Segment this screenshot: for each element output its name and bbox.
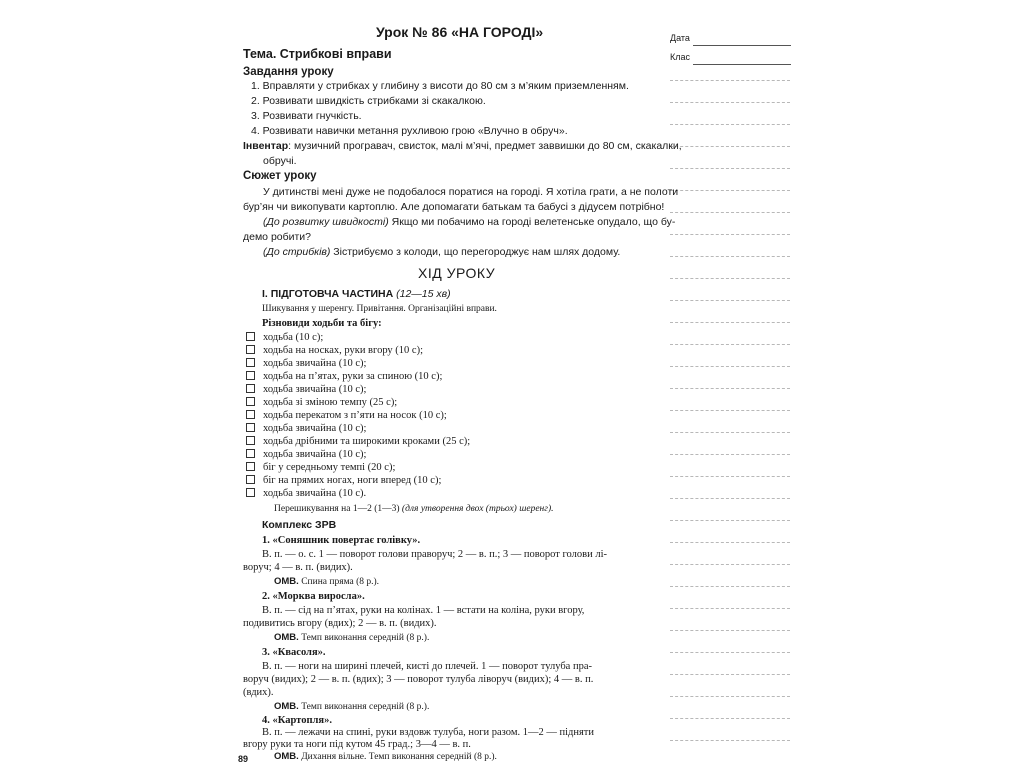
lesson-topic: Тема. Стрибкові вправи: [243, 47, 392, 61]
notes-line: [670, 168, 790, 169]
regroup-line: [274, 504, 554, 514]
walk-item: біг у середньому темпі (20 с);: [246, 462, 395, 473]
notes-line: [670, 102, 790, 103]
task-item: 1. Вправляти у стрибках у глибину з висоти до 80 см з м’яким приземленням.: [251, 80, 629, 92]
part1-title: І. ПІДГОТОВЧА ЧАСТИНА: [262, 288, 394, 300]
exercise-line: В. п. — о. с. 1 — поворот голови праворуч; 2 — в. п.; 3 — поворот голови лі-: [262, 549, 608, 560]
lesson-title: Урок № 86 «НА ГОРОДІ»: [376, 24, 544, 40]
walk-item: ходьба звичайна (10 с);: [246, 384, 366, 395]
exercise-line: воруч; 4 — в. п. (видих).: [243, 562, 353, 573]
class-field: [670, 47, 791, 65]
checkbox-icon: [246, 345, 255, 354]
plot-heading: Сюжет уроку: [243, 170, 317, 182]
exercise-line: В. п. — ноги на ширині плечей, кисті до плечей. 1 — поворот тулуба пра-: [262, 661, 592, 672]
walk-item: ходьба звичайна (10 с);: [246, 449, 366, 460]
notes-line: [670, 498, 790, 499]
plot-speed-note: (До розвитку швидкості): [263, 216, 389, 228]
page-number: 89: [238, 754, 249, 764]
exercise-title: 2. «Морква виросла».: [262, 591, 365, 602]
part1-intro: Шикування у шеренгу. Привітання. Організаційні вправи.: [262, 304, 497, 314]
notes-line: [670, 608, 790, 609]
checkbox-icon: [246, 397, 255, 406]
notes-line: [670, 476, 790, 477]
inventory-line: [243, 140, 682, 152]
part1-title-line: [262, 288, 451, 300]
walk-item: ходьба зі зміною темпу (25 с);: [246, 397, 397, 408]
checkbox-icon: [246, 423, 255, 432]
checkbox-icon: [246, 371, 255, 380]
date-field: [670, 28, 791, 46]
date-label: Дата: [670, 33, 690, 43]
checkbox-icon: [246, 475, 255, 484]
notes-line: [670, 344, 790, 345]
exercise-line: В. п. — лежачи на спині, руки вздовж тулуба, ноги разом. 1—2 — підняти: [262, 727, 594, 738]
notes-line: [670, 190, 790, 191]
exercise-title: 4. «Картопля».: [262, 715, 332, 726]
notes-line: [670, 300, 790, 301]
plot-line: бур’ян чи викопувати картоплю. Але допомагати батькам та бабусі з дідусем потрібно!: [243, 201, 665, 213]
task-item: 3. Розвивати гнучкість.: [251, 110, 362, 122]
notes-line: [670, 630, 790, 631]
checkbox-icon: [246, 488, 255, 497]
class-fill-line: [693, 56, 791, 65]
exercise-line: воруч (видих); 2 — в. п. (вдих); 3 — поворот тулуба ліворуч (видих); 4 — в. п.: [243, 674, 594, 685]
plot-jump-line: [263, 246, 620, 258]
notes-line: [670, 454, 790, 455]
plot-speed-line: [263, 216, 675, 228]
notes-line: [670, 564, 790, 565]
exercise-omv: ОМВ. Темп виконання середній (8 р.).: [274, 701, 430, 712]
complex-heading: Комплекс ЗРВ: [262, 519, 337, 531]
walk-item: ходьба звичайна (10 с).: [246, 488, 366, 499]
plot-speed-text-cont: демо робити?: [243, 231, 312, 243]
exercise-title: 3. «Квасоля».: [262, 647, 326, 658]
notes-line: [670, 432, 790, 433]
checkbox-icon: [246, 436, 255, 445]
walk-item: ходьба (10 с);: [246, 332, 323, 343]
tasks-heading: Завдання уроку: [243, 66, 334, 78]
notes-line: [670, 124, 790, 125]
notes-line: [670, 410, 790, 411]
exercise-line: В. п. — сід на п’ятах, руки на колінах. 1 — встати на коліна, руки вгору,: [262, 605, 585, 616]
checkbox-icon: [246, 410, 255, 419]
class-label: Клас: [670, 52, 690, 62]
notes-line: [670, 696, 790, 697]
notes-line: [670, 718, 790, 719]
walk-item: ходьба звичайна (10 с);: [246, 423, 366, 434]
checkbox-icon: [246, 449, 255, 458]
notes-line: [670, 278, 790, 279]
inventory-text: : музичний програвач, свисток, малі м’ячі, предмет заввишки до 80 см, скакалки,: [288, 140, 682, 152]
exercise-line: вгору руки та ноги під кутом 45 град.; 3—4 — в. п.: [243, 739, 471, 750]
notes-line: [670, 520, 790, 521]
exercise-title: 1. «Соняшник повертає голівку».: [262, 535, 421, 546]
walk-item: ходьба дрібними та широкими кроками (25 с);: [246, 436, 470, 447]
date-fill-line: [693, 37, 791, 46]
notes-line: [670, 212, 790, 213]
walk-heading: Різновиди ходьби та бігу:: [262, 318, 382, 329]
checkbox-icon: [246, 384, 255, 393]
notes-line: [670, 366, 790, 367]
notes-line: [670, 388, 790, 389]
part1-time: (12—15 хв): [393, 288, 451, 300]
notes-line: [670, 740, 790, 741]
plot-jump-text: Зістрибуємо з колоди, що перегороджує нам шлях додому.: [330, 246, 621, 258]
notes-line: [670, 674, 790, 675]
checkbox-icon: [246, 462, 255, 471]
regroup-text: Перешикування на 1—2 (1—3): [274, 504, 402, 514]
exercise-omv: ОМВ. Дихання вільне. Темп виконання середній (8 р.).: [274, 751, 497, 762]
walk-item: ходьба на носках, руки вгору (10 с);: [246, 345, 423, 356]
task-item: 2. Розвивати швидкість стрибками зі скакалкою.: [251, 95, 486, 107]
plot-speed-text: Якщо ми побачимо на городі велетенське опудало, що бу-: [388, 216, 676, 228]
notes-line: [670, 146, 790, 147]
plot-line: У дитинстві мені дуже не подобалося поратися на городі. Я хотіла грати, а не полоти: [263, 186, 679, 198]
notes-line: [670, 234, 790, 235]
checkbox-icon: [246, 332, 255, 341]
exercise-omv: ОМВ. Темп виконання середній (8 р.).: [274, 632, 430, 643]
notes-line: [670, 322, 790, 323]
inventory-label: Інвентар: [243, 140, 289, 152]
inventory-text-cont: обручі.: [263, 155, 297, 167]
walk-item: біг на прямих ногах, ноги вперед (10 с);: [246, 475, 441, 486]
regroup-note: (для утворення двох (трьох) шеренг).: [401, 504, 554, 514]
task-item: 4. Розвивати навички метання рухливою грою «Влучно в обруч».: [251, 125, 568, 137]
notes-line: [670, 256, 790, 257]
checkbox-icon: [246, 358, 255, 367]
walk-item: ходьба звичайна (10 с);: [246, 358, 366, 369]
notes-line: [670, 542, 790, 543]
plot-jump-note: (До стрибків): [263, 246, 331, 258]
exercise-omv: ОМВ. Спина пряма (8 р.).: [274, 576, 380, 587]
notes-line: [670, 586, 790, 587]
notes-line: [670, 80, 790, 81]
walk-item: ходьба перекатом з п’яти на носок (10 с);: [246, 410, 447, 421]
notes-line: [670, 652, 790, 653]
exercise-line: подивитись вгору (вдих); 2 — в. п. (видих).: [243, 618, 437, 629]
exercise-line: (вдих).: [243, 687, 274, 698]
walk-item: ходьба на п’ятах, руки за спиною (10 с);: [246, 371, 442, 382]
lesson-flow-heading: ХІД УРОКУ: [418, 265, 496, 281]
